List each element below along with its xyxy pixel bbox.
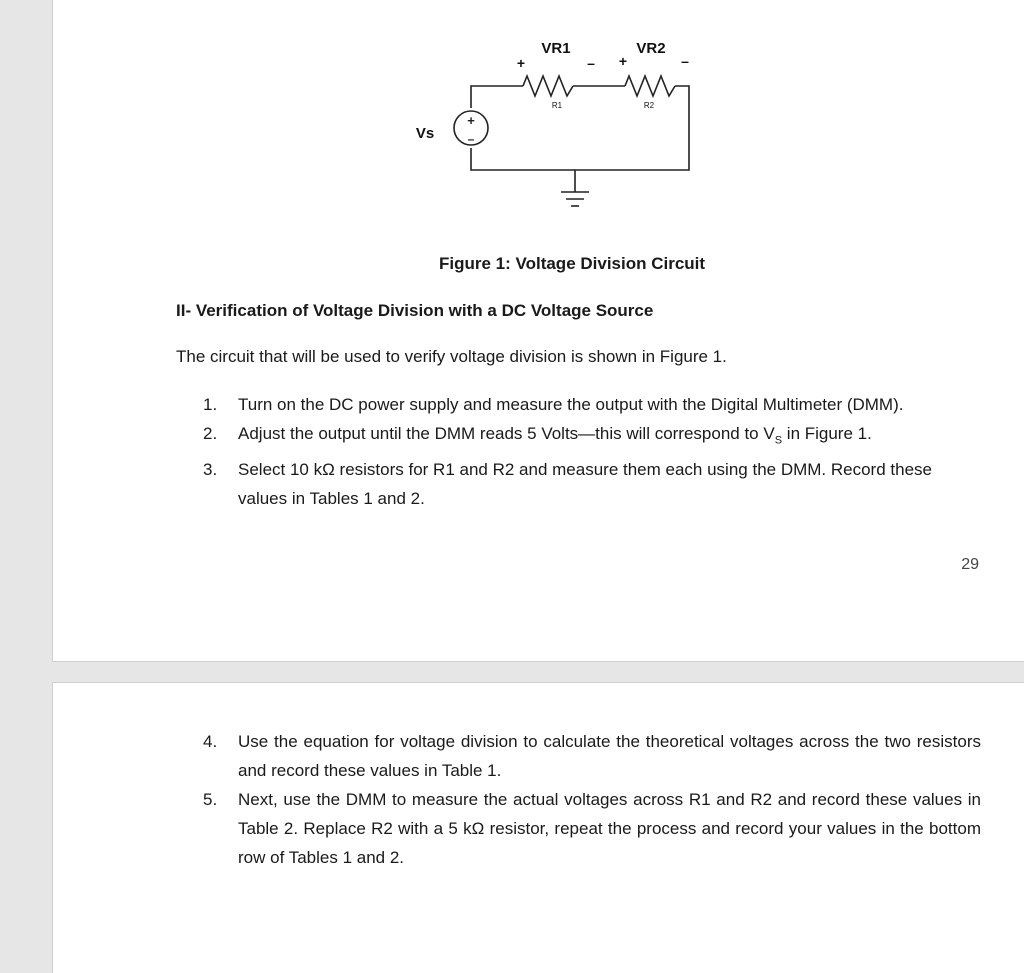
vs-subscript: S [774,434,783,447]
step-text: Turn on the DC power supply and measure the output with the Digital Multimeter (DMM). [238,395,904,414]
procedure-list-part-1 [203,390,981,513]
label-vr1-plus: + [516,55,526,71]
list-item-step-2 [203,419,981,455]
list-item-step-1 [203,390,981,419]
section-heading: II- Verification of Voltage Division with a DC Voltage Source [176,301,654,320]
step-text: Select 10 kΩ resistors for R1 and R2 and measure them each using the DMM. Record these values in Tables 1 and 2. [238,460,932,509]
label-vr2-plus: + [618,53,628,69]
step-number: 1. [203,395,218,414]
step-text: Use the equation for voltage division to calculate the theoretical voltages across the two resistors and record these values in Table 1. [238,732,981,780]
step-number: 3. [203,460,218,480]
voltage-division-circuit-diagram [53,0,1024,240]
wire-source-to-r1 [471,86,523,108]
resistor-r2 [625,76,675,96]
label-r2: R2 [643,101,655,110]
label-vr2: VR2 [636,40,666,57]
page-number: 29 [961,556,979,573]
step-text: Adjust the output until the DMM reads 5 Volts—this will correspond to V [238,424,775,443]
list-item-step-3 [203,455,981,513]
resistor-r1 [523,76,573,96]
source-minus-sign: – [467,132,475,146]
step-text: Next, use the DMM to measure the actual voltages across R1 and R2 and record these values in Table 2. Replace R2 with a 5 kΩ resistor, repeat the process and record your values in the bottom row of Tables 1 and 2. [238,790,981,867]
step-text-continued: in Figure 1. [782,424,872,443]
list-item-step-4 [203,727,981,785]
list-item-step-5 [203,785,981,872]
document-page-30 [52,682,1024,973]
label-vr1: VR1 [541,40,571,57]
step-number: 5. [203,790,218,809]
document-page-29 [52,0,1024,662]
label-vr2-minus: – [681,53,689,69]
label-vr1-minus: – [587,55,595,71]
source-plus-sign: + [467,113,475,128]
procedure-list-part-2 [203,727,981,872]
label-r1: R1 [551,101,563,110]
intro-paragraph: The circuit that will be used to verify voltage division is shown in Figure 1. [176,347,727,366]
figure-caption: Figure 1: Voltage Division Circuit [439,254,706,273]
step-number: 4. [203,732,218,751]
wire-r2-return [471,86,689,170]
step-number: 2. [203,424,218,443]
label-vs: Vs [415,125,435,142]
